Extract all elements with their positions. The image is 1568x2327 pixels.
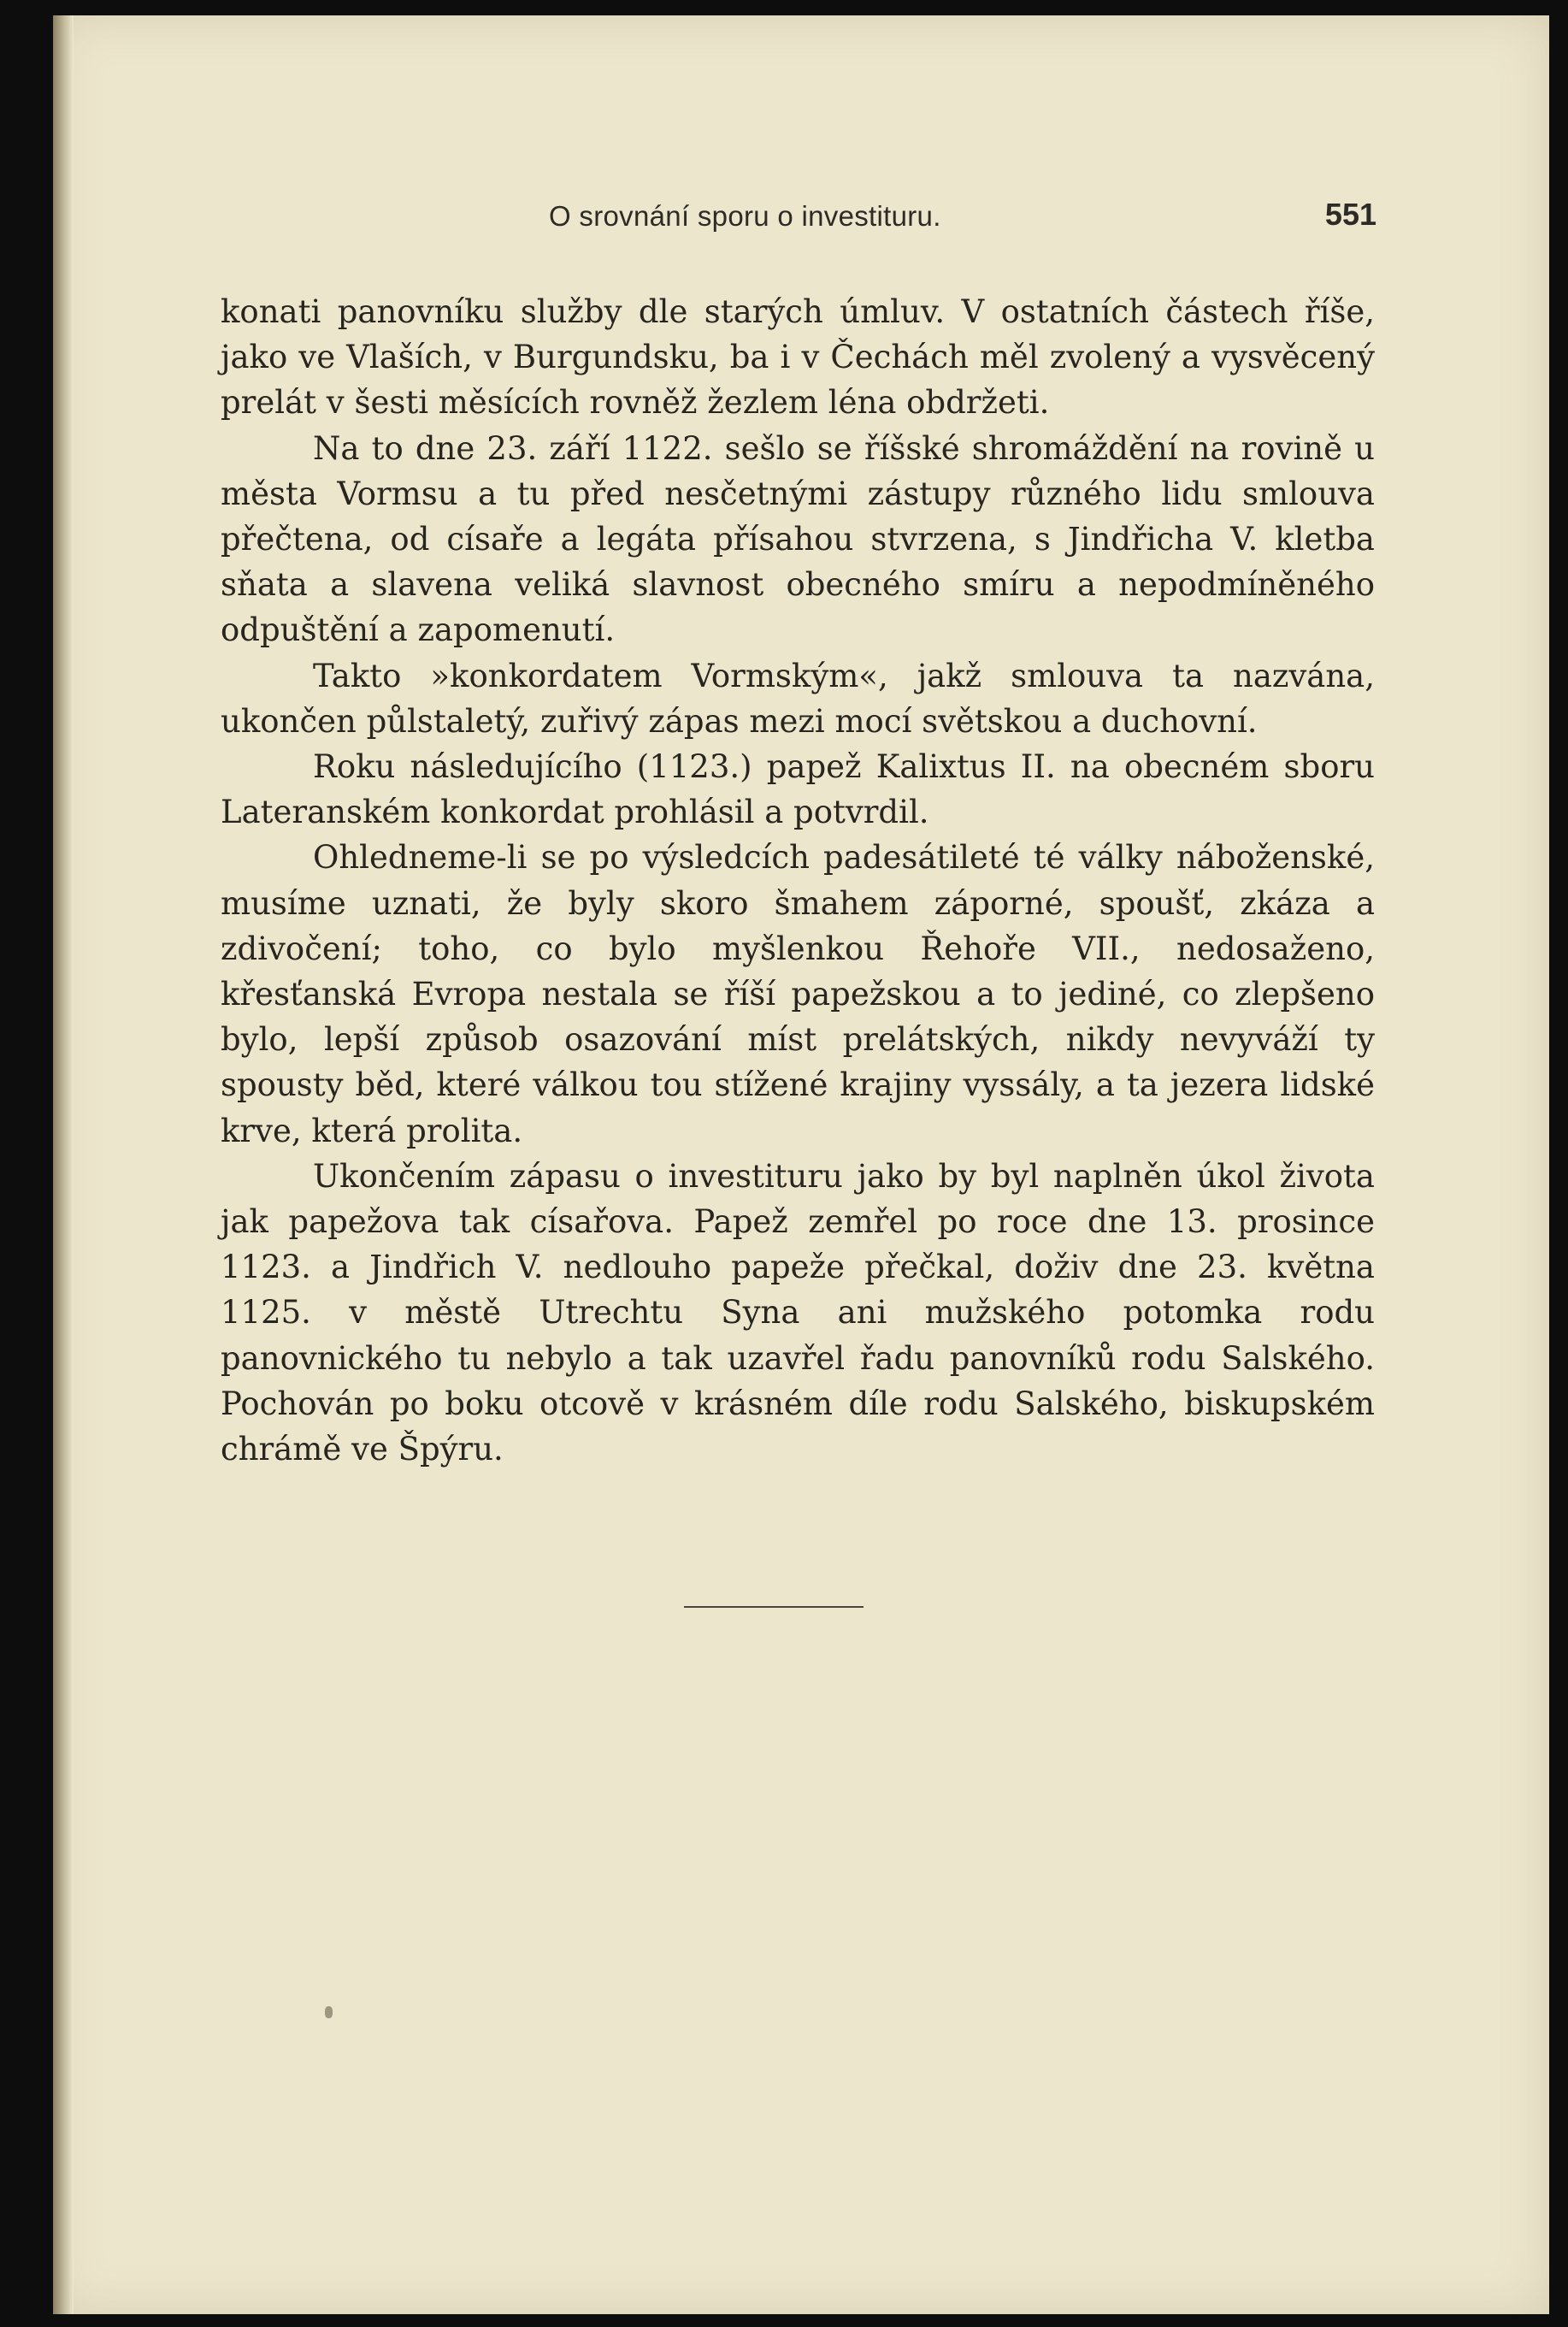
- running-title: O srovnání sporu o investituru.: [549, 200, 941, 232]
- paragraph: Ukončením zápasu o investituru jako by byl naplněn úkol života jak papežova tak císařova. Papež zemřel po roce dne 13. prosince 1123. a Jindřich V. nedlouho papeže přečkal, doživ dne 23. května 1125. v městě Utrechtu Syna ani mužského potomka rodu panovnického tu nebylo a tak uzavřel řadu panovníků rodu Salského. Pochován po boku otcově v krásném díle rodu Salského, biskupském chrámě ve Špýru.: [221, 1157, 1375, 1468]
- paper-speck: [325, 2006, 333, 2018]
- section-end-rule: [684, 1606, 864, 1608]
- body-text: [221, 289, 1375, 1472]
- binding-edge: [53, 15, 74, 2314]
- running-head: [53, 195, 1549, 246]
- page-number: 551: [1324, 197, 1376, 232]
- book-page: [53, 15, 1549, 2314]
- paragraph: Ohledneme-li se po výsledcích padesátileté té války náboženské, musíme uznati, že byly skoro šmahem záporné, spoušť, zkáza a zdivočení; toho, co bylo myšlenkou Řehoře VII., nedosaženo, křesťanská Evropa nestala se říší papežskou a to jediné, co zlepšeno bylo, lepší způsob osazování míst prelátských, nikdy nevyváží ty spousty běd, které válkou tou stížené krajiny vyssály, a ta jezera lidské krve, která prolita.: [221, 839, 1375, 1149]
- paragraph: Roku následujícího (1123.) papež Kalixtus II. na obecném sboru Lateranském konkordat prohlásil a potvrdil.: [221, 748, 1375, 831]
- paragraph: Takto »konkordatem Vormským«, jakž smlouva ta nazvána, ukončen půlstaletý, zuřivý zápas mezi mocí světskou a duchovní.: [221, 657, 1375, 740]
- paragraph: Na to dne 23. září 1122. sešlo se říšské shromáždění na rovině u města Vormsu a tu před nesčetnými zástupy různého lidu smlouva přečtena, od císaře a legáta přísahou stvrzena, s Jindřicha V. kletba sňata a slavena veliká slavnost obecného smíru a nepodmíněného odpuštění a zapomenutí.: [221, 429, 1375, 649]
- paragraph-continued: konati panovníku služby dle starých úmluv. V ostatních částech říše, jako ve Vlaších, v Burgundsku, ba i v Čechách měl zvolený a vysvěcený prelát v šesti měsících rovněž žezlem léna obdržeti.: [221, 293, 1375, 422]
